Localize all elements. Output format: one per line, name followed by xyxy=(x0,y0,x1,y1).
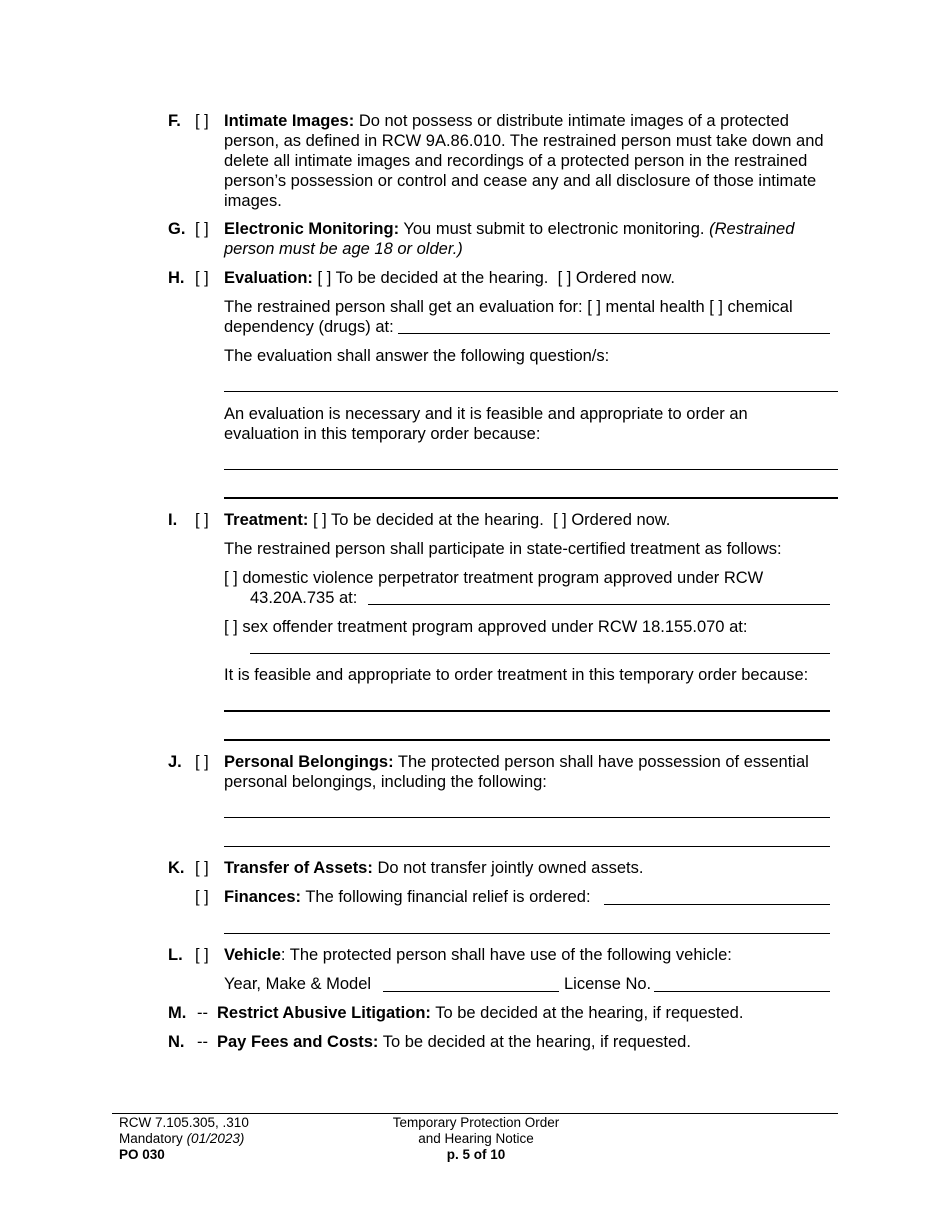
checkbox[interactable]: [ ] xyxy=(195,269,209,287)
option-hearing[interactable]: [ ] To be decided at the hearing. xyxy=(317,269,549,287)
evaluation-location-field[interactable] xyxy=(398,333,830,334)
section-text: To be decided at the hearing, if requested. xyxy=(435,1004,744,1022)
section-text: An evaluation is necessary and it is feasible and appropriate to order an xyxy=(224,405,748,423)
section-title: Intimate Images: xyxy=(224,112,355,130)
section-letter: G. xyxy=(168,220,186,238)
section-text: dependency (drugs) at: xyxy=(224,318,394,336)
evaluation-reason-field[interactable] xyxy=(224,497,838,499)
dash: -- xyxy=(197,1033,208,1051)
footer-date: (01/2023) xyxy=(186,1131,245,1146)
section-letter: N. xyxy=(168,1033,185,1051)
dash: -- xyxy=(197,1004,208,1022)
option-ordered-now[interactable]: [ ] Ordered now. xyxy=(557,269,675,287)
section-letter: F. xyxy=(168,112,181,130)
section-title: Transfer of Assets: xyxy=(224,859,373,877)
section-text: You must submit to electronic monitoring. xyxy=(403,220,705,238)
finances-field[interactable] xyxy=(604,904,830,905)
section-title: Personal Belongings: xyxy=(224,753,394,771)
section-title: Evaluation: xyxy=(224,269,313,287)
dv-treatment-location-field[interactable] xyxy=(368,604,830,605)
section-title: Vehicle xyxy=(224,946,281,964)
license-number-field[interactable] xyxy=(654,991,830,992)
footer-left xyxy=(119,1115,249,1163)
section-title: Finances: xyxy=(224,888,302,906)
treatment-reason-field[interactable] xyxy=(224,739,830,741)
section-text: Do not possess or distribute intimate images of a protected xyxy=(358,112,789,130)
checkbox[interactable]: [ ] xyxy=(195,511,209,529)
footer-title: and Hearing Notice xyxy=(418,1131,534,1146)
section-letter: K. xyxy=(168,859,185,877)
section-text: The protected person shall have possession of essential xyxy=(397,753,809,771)
section-note: person must be age 18 or older.) xyxy=(224,240,463,258)
checkbox[interactable]: [ ] xyxy=(195,946,209,964)
section-text: The restrained person shall participate in state-certified treatment as follows: xyxy=(224,540,782,558)
section-title: Electronic Monitoring: xyxy=(224,220,400,238)
section-text: 43.20A.735 at: xyxy=(250,589,358,607)
section-text: person, as defined in RCW 9A.86.010. The restrained person must take down and xyxy=(224,132,824,150)
sex-offender-treatment-location-field[interactable] xyxy=(250,653,830,654)
checkbox[interactable]: [ ] xyxy=(195,112,209,130)
section-letter: H. xyxy=(168,269,185,287)
option-ordered-now[interactable]: [ ] Ordered now. xyxy=(553,511,671,529)
belongings-field[interactable] xyxy=(224,846,830,847)
footer-mandatory: Mandatory xyxy=(119,1131,183,1146)
treatment-reason-field[interactable] xyxy=(224,710,830,712)
section-letter: M. xyxy=(168,1004,187,1022)
footer-divider xyxy=(112,1113,838,1114)
section-title: Treatment: xyxy=(224,511,309,529)
section-text: The evaluation shall answer the following question/s: xyxy=(224,347,610,365)
section-text: person’s possession or control and cease any and all disclosure of those intimate xyxy=(224,172,817,190)
section-text: : The protected person shall have use of the following vehicle: xyxy=(280,946,732,964)
footer-center xyxy=(356,1115,596,1163)
section-text: It is feasible and appropriate to order treatment in this temporary order because: xyxy=(224,666,809,684)
footer-rcw: RCW 7.105.305, .310 xyxy=(119,1115,249,1130)
footer-title: Temporary Protection Order xyxy=(392,1115,560,1130)
footer-form-number: PO 030 xyxy=(119,1147,165,1162)
section-text: The following financial relief is ordered: xyxy=(305,888,591,906)
section-text: To be decided at the hearing, if requested. xyxy=(382,1033,691,1051)
evaluation-question-field[interactable] xyxy=(224,391,838,392)
section-title: Pay Fees and Costs: xyxy=(217,1033,379,1051)
section-letter: L. xyxy=(168,946,183,964)
footer-page-number: p. 5 of 10 xyxy=(446,1147,506,1162)
finances-field[interactable] xyxy=(224,933,830,934)
section-letter: J. xyxy=(168,753,182,771)
section-title: Restrict Abusive Litigation: xyxy=(217,1004,431,1022)
checkbox[interactable]: [ ] xyxy=(195,753,209,771)
vehicle-model-field[interactable] xyxy=(383,991,559,992)
sex-offender-treatment-option[interactable]: [ ] sex offender treatment program approved under RCW 18.155.070 at: xyxy=(224,618,748,636)
checkbox[interactable]: [ ] xyxy=(195,888,209,906)
checkbox[interactable]: [ ] xyxy=(195,859,209,877)
section-text: personal belongings, including the following: xyxy=(224,773,547,791)
section-text: delete all intimate images and recordings of a protected person in the restrained xyxy=(224,152,808,170)
section-note: (Restrained xyxy=(709,220,795,238)
section-text: images. xyxy=(224,192,282,210)
section-text: Do not transfer jointly owned assets. xyxy=(377,859,644,877)
section-text: The restrained person shall get an evaluation for: [ ] mental health [ ] chemical xyxy=(224,298,793,316)
field-label: Year, Make & Model xyxy=(224,975,372,993)
evaluation-reason-field[interactable] xyxy=(224,469,838,470)
belongings-field[interactable] xyxy=(224,817,830,818)
section-text: evaluation in this temporary order because: xyxy=(224,425,541,443)
option-hearing[interactable]: [ ] To be decided at the hearing. xyxy=(312,511,544,529)
field-label: License No. xyxy=(564,975,652,993)
checkbox[interactable]: [ ] xyxy=(195,220,209,238)
section-letter: I. xyxy=(168,511,178,529)
dv-treatment-option[interactable]: [ ] domestic violence perpetrator treatment program approved under RCW xyxy=(224,569,764,587)
